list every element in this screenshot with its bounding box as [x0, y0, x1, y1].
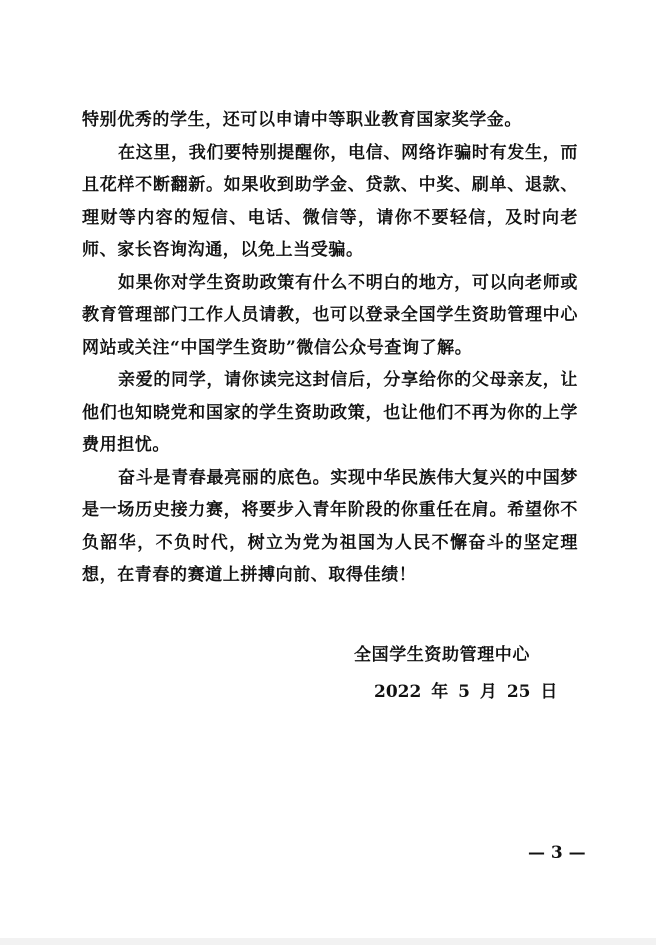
paragraph-youth-encouragement: 奋斗是青春最亮丽的底色。实现中华民族伟大复兴的中国梦是一场历史接力赛，将要步入青年阶段的你重任在肩。希望你不负韶华，不负时代，树立为党为祖国为人民不懈奋斗的坚定理想，在青春的赛道上拼搏向前、取得佳绩！ [82, 467, 578, 585]
page-number: — 3 — [528, 843, 586, 863]
signature-organization: 全国学生资助管理中心 [354, 645, 530, 665]
page-bottom-edge [0, 938, 656, 945]
paragraph-fraud-warning: 在这里，我们要特别提醒你，电信、网络诈骗时有发生，而且花样不断翻新。如果收到助学金、贷款、中奖、刷单、退款、理财等内容的短信、电话、微信等，请你不要轻信，及时向老师、家长咨询沟通，以免上当受骗。 [82, 142, 578, 260]
paragraph-share-with-family: 亲爱的同学，请你读完这封信后，分享给你的父母亲友，让他们也知晓党和国家的学生资助政策，也让他们不再为你的上学费用担忧。 [82, 370, 578, 455]
paragraph-policy-inquiry: 如果你对学生资助政策有什么不明白的地方，可以向老师或教育管理部门工作人员请教，也可以登录全国学生资助管理中心网站或关注“中国学生资助”微信公众号查询了解。 [82, 272, 578, 358]
signature-date: 2022 年 5 月 25 日 [374, 682, 558, 702]
paragraph-continuation: 特别优秀的学生，还可以申请中等职业教育国家奖学金。 [82, 110, 522, 130]
letter-body [82, 104, 578, 592]
